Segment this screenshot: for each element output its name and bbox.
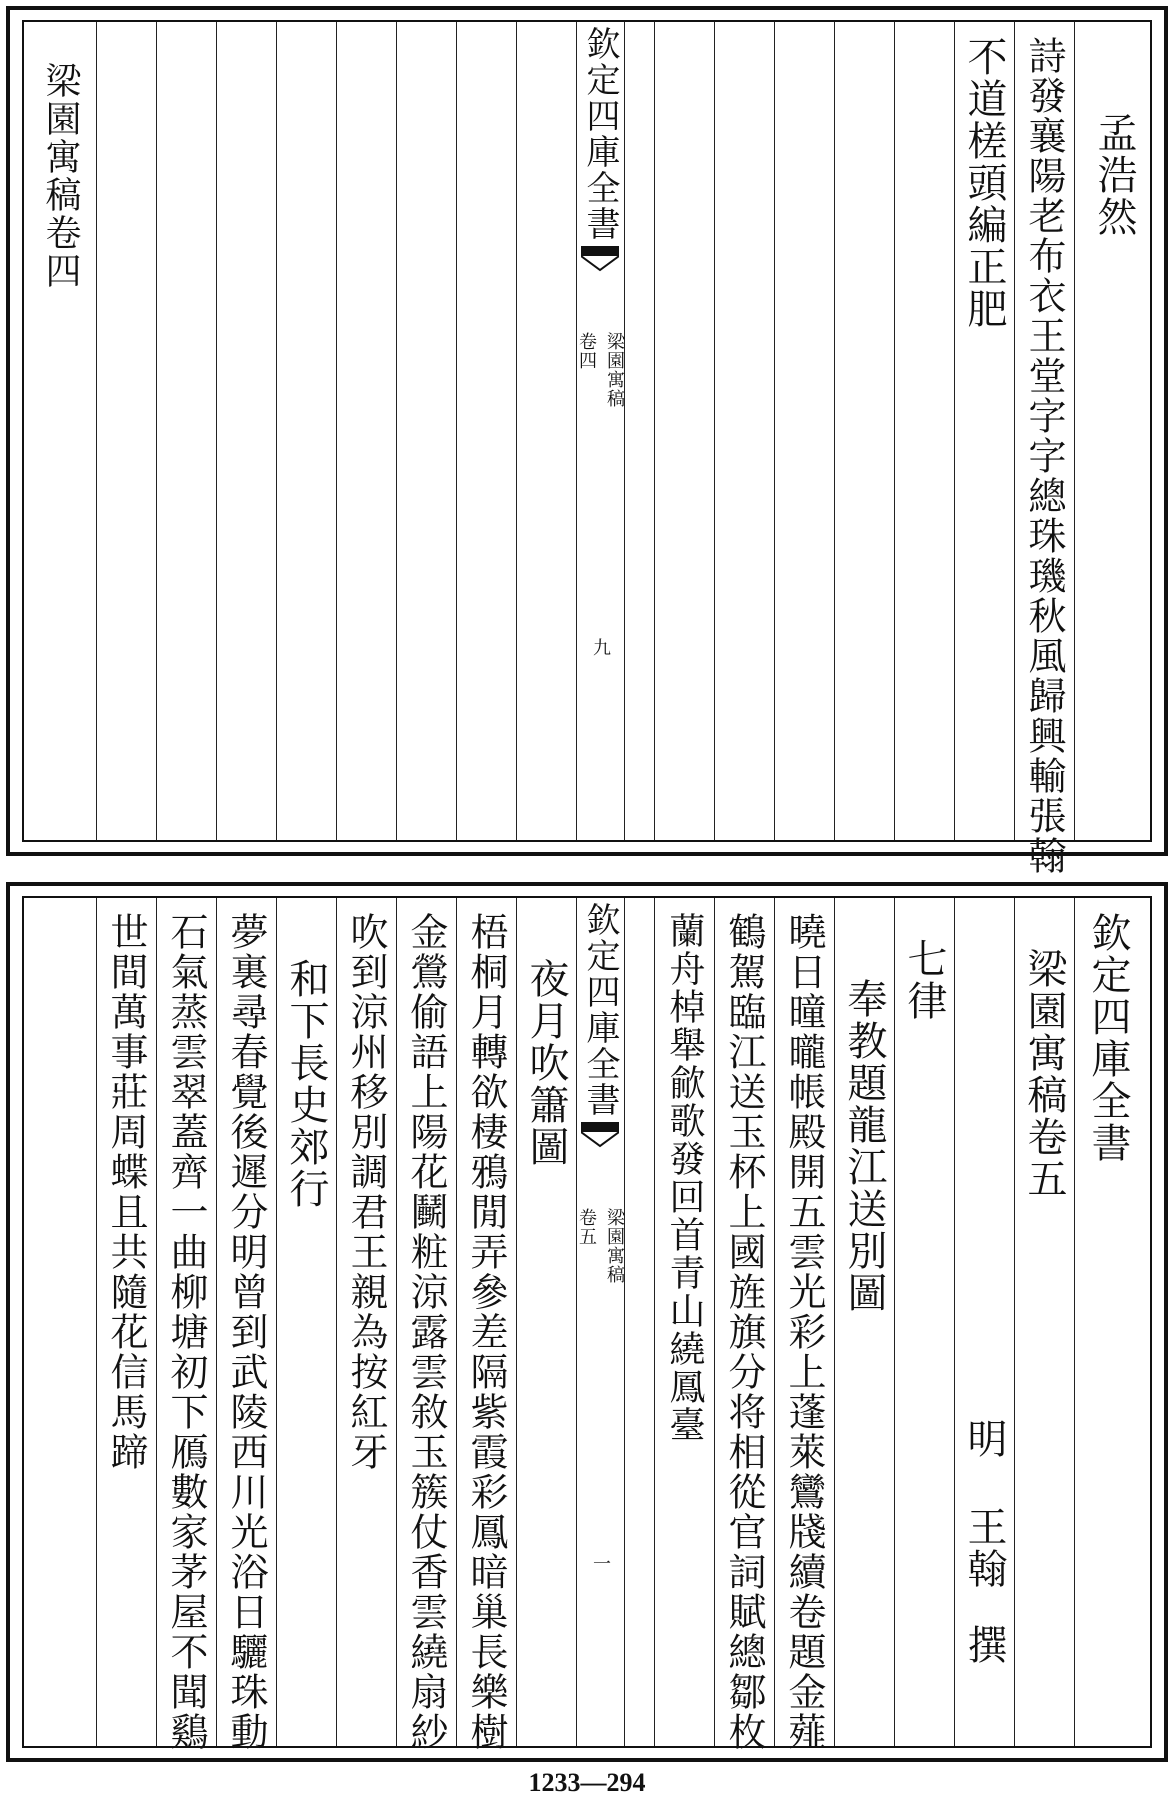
poem-line: 吹到涼州移別調君王親為按紅牙 — [344, 912, 388, 1472]
poem-line: 鶴駕臨江送玉杯上國旌旗分将相從官詞賦總鄒枚 — [722, 912, 766, 1752]
center-volume-title: 梁園寓稿 — [604, 1208, 625, 1284]
column-rule — [624, 898, 625, 1746]
poem-title: 奉教題龍江送別圖 — [841, 978, 887, 1314]
column-rule — [456, 22, 457, 840]
column-rule — [624, 22, 625, 840]
margin-title: 梁園寓稿卷四 — [40, 62, 81, 290]
dynasty: 明 — [961, 1418, 1007, 1460]
center-juan: 卷四 — [576, 332, 597, 370]
center-title: 欽定四庫全書 — [580, 26, 620, 242]
column-rule — [834, 22, 835, 840]
poem-line: 石氣蒸雲翠蓋齊一曲柳塘初下鴈數家茅屋不聞鷄 — [164, 912, 208, 1752]
column-rule — [714, 22, 715, 840]
section-title: 七律 — [901, 938, 947, 1022]
poem-line: 梧桐月轉欲棲鴉閒弄參差隔紫霞彩鳳暗巢長樂樹 — [464, 912, 508, 1752]
column-rule — [96, 22, 97, 840]
center-juan: 卷五 — [576, 1208, 597, 1246]
poem-line: 蘭舟棹舉歈歌發回首青山繞鳳臺 — [664, 912, 705, 1444]
author-byline — [954, 1418, 1014, 1666]
center-volume-title: 梁園寓稿 — [604, 332, 625, 408]
page-number: 1233—294 — [528, 1768, 646, 1797]
author-role: 撰 — [961, 1624, 1007, 1666]
poem-line: 詩發襄陽老布衣王堂字字總珠璣秋風歸興輸張翰 — [1022, 36, 1066, 876]
poem-line: 曉日曈曨帳殿開五雲光彩上蓬萊鸞牋續卷題金薤 — [782, 912, 826, 1752]
column-rule — [774, 22, 775, 840]
top-page-frame — [22, 20, 1152, 876]
book-title: 梁園寓稿卷五 — [1021, 948, 1067, 1200]
header-title: 欽定四庫全書 — [1085, 912, 1131, 1164]
column-rule — [894, 22, 895, 840]
poem-line: 金鶯偷語上陽花鬭粧涼露雲敘玉簇仗香雲繞扇紗 — [404, 912, 448, 1752]
author: 王翰 — [961, 1506, 1007, 1590]
center-title: 欽定四庫全書 — [580, 902, 620, 1118]
author-name-line: 孟浩然 — [1091, 112, 1137, 238]
column-rule — [654, 22, 655, 840]
fish-tail-ornament-icon — [581, 246, 619, 272]
column-rule — [516, 22, 517, 840]
poem-line: 不道槎頭編正肥 — [961, 36, 1007, 330]
fish-tail-ornament-icon — [581, 1122, 619, 1148]
column-rule — [216, 22, 217, 840]
column-rule — [336, 22, 337, 840]
column-rule — [894, 898, 895, 1746]
column-rule — [276, 22, 277, 840]
center-fold — [576, 898, 624, 1746]
poem-title: 夜月吹簫圖 — [523, 958, 569, 1168]
bottom-page-panel — [6, 882, 1168, 1762]
column-rule — [1074, 22, 1075, 840]
poem-line: 世間萬事莊周蝶且共隨花信馬蹄 — [104, 912, 148, 1472]
bottom-page-frame — [22, 896, 1152, 1752]
poem-title: 和下長史郊行 — [283, 958, 329, 1210]
column-rule — [1074, 898, 1075, 1746]
top-page-panel — [6, 6, 1168, 876]
folio-number: 一 — [590, 1554, 611, 1573]
column-rule — [156, 22, 157, 840]
poem-line: 夢裏尋春覺後遲分明曾到武陵西川光浴日驪珠動 — [224, 912, 268, 1752]
column-rule — [396, 22, 397, 840]
folio-number: 九 — [590, 638, 611, 657]
center-fold — [576, 22, 624, 840]
